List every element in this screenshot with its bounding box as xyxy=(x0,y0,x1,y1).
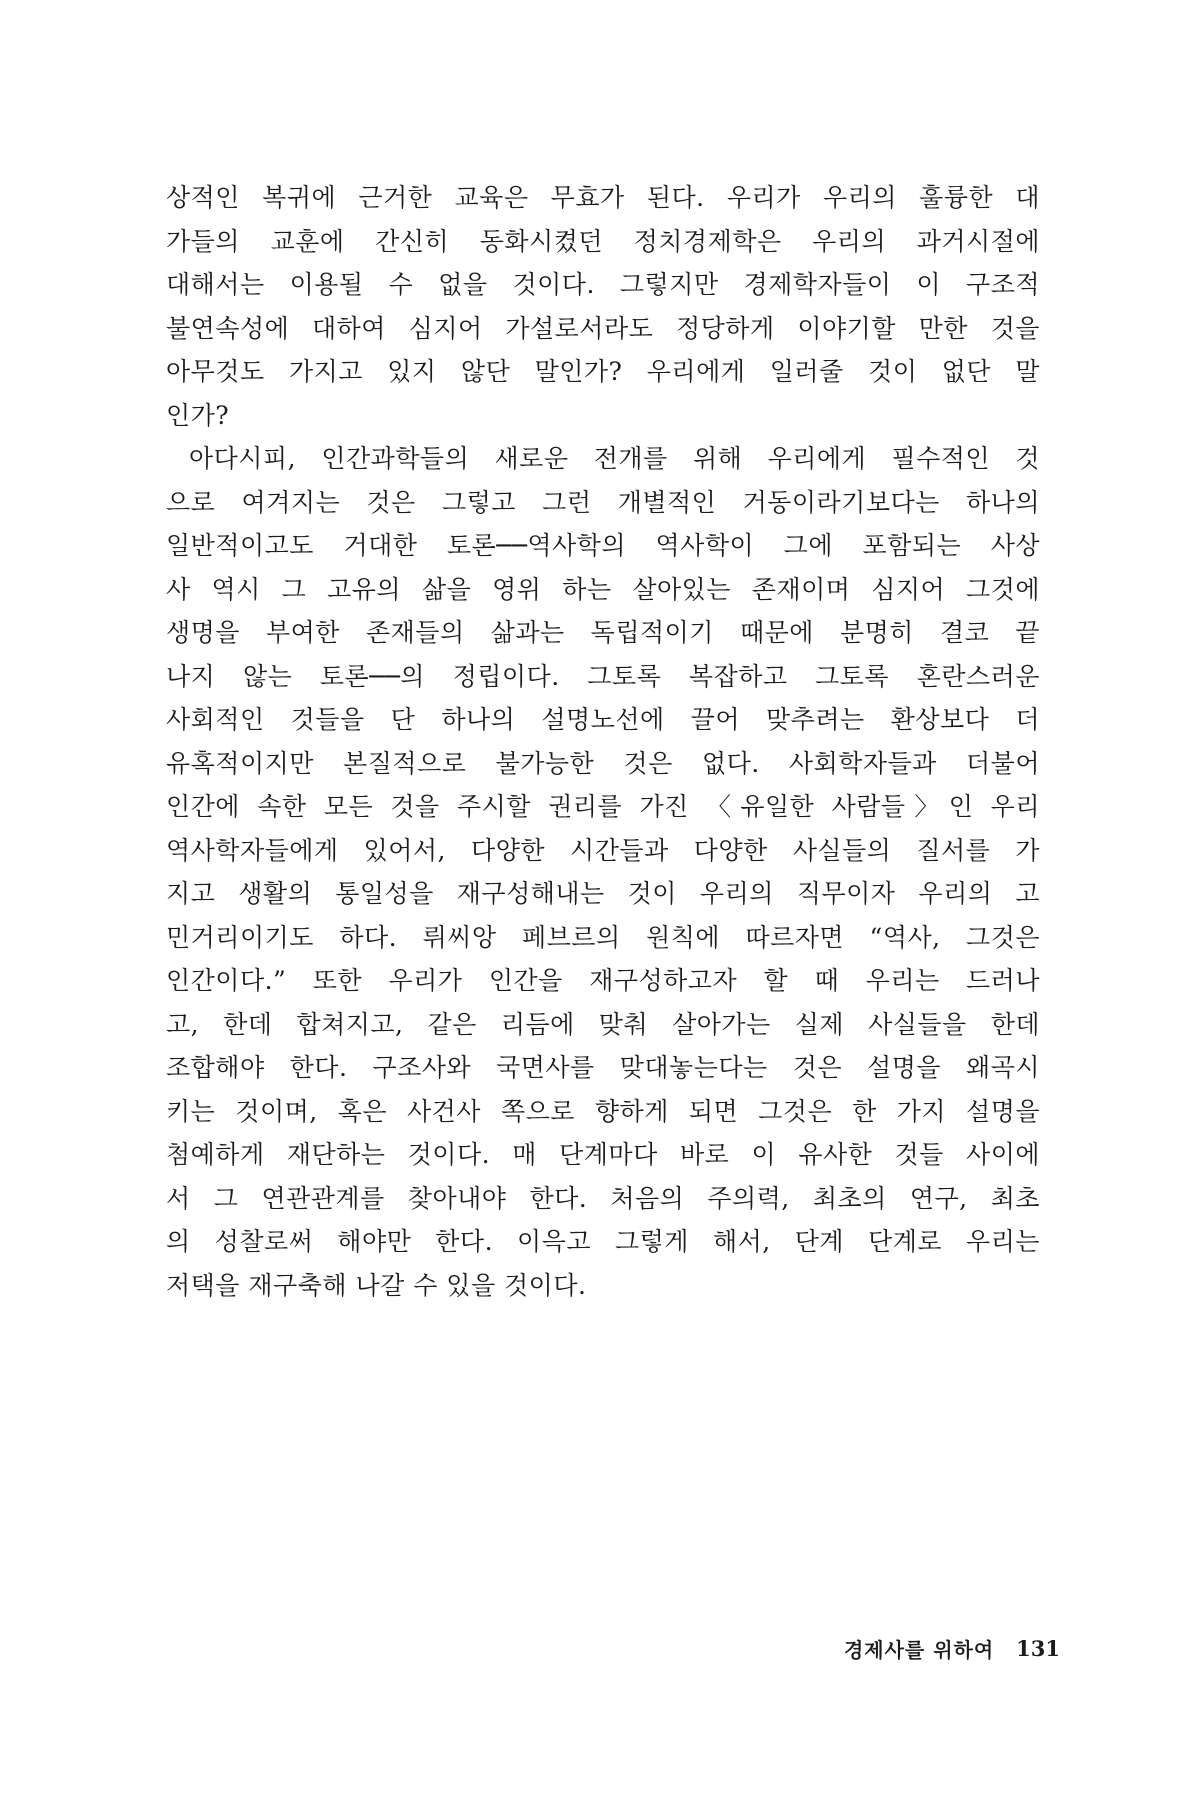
text-line: 가들의 교훈에 간신히 동화시켰던 정치경제학은 우리의 과거시절에 xyxy=(166,226,1040,256)
text-line: 조합해야 한다. 구조사와 국면사를 맞대놓는다는 것은 설명을 왜곡시 xyxy=(166,1053,1040,1082)
text-line: 인가? xyxy=(166,400,230,430)
text-line: 사회적인 것들을 단 하나의 설명노선에 끌어 맞추려는 환상보다 더 xyxy=(166,705,1040,734)
text-line: 서 그 연관관계를 찾아내야 한다. 처음의 주의력, 최초의 연구, 최초 xyxy=(166,1183,1040,1213)
text-line: 저택을 재구축해 나갈 수 있을 것이다. xyxy=(166,1270,587,1300)
text-line: 키는 것이며, 혹은 사건사 쪽으로 향하게 되면 그것은 한 가지 설명을 xyxy=(166,1096,1040,1126)
page-number: 131 xyxy=(1016,1635,1060,1661)
text-line: 첨예하게 재단하는 것이다. 매 단계마다 바로 이 유사한 것들 사이에 xyxy=(166,1140,1040,1169)
text-line: 민거리이기도 하다. 뤼씨앙 페브르의 원칙에 따르자면 “역사, 그것은 xyxy=(166,922,1040,952)
text-line: 역사학자들에게 있어서, 다양한 시간들과 다양한 사실들의 질서를 가 xyxy=(166,835,1040,865)
text-line: 상적인 복귀에 근거한 교육은 무효가 된다. 우리가 우리의 훌륭한 대 xyxy=(166,183,1040,212)
text-line: 생명을 부여한 존재들의 삶과는 독립적이기 때문에 분명히 결코 끝 xyxy=(166,618,1040,647)
running-title: 경제사를 위하여 xyxy=(843,1637,995,1662)
text-line: 인간에 속한 모든 것을 주시할 권리를 가진 〈유일한 사람들〉인 우리 xyxy=(166,792,1040,821)
text-line: 의 성찰로써 해야만 한다. 이윽고 그렇게 해서, 단계 단계로 우리는 xyxy=(166,1227,1040,1256)
text-line: 나지 않는 토론──의 정립이다. 그토록 복잡하고 그토록 혼란스러운 xyxy=(166,661,1040,691)
page-footer xyxy=(760,1628,1060,1668)
text-line: 아다시피, 인간과학들의 새로운 전개를 위해 우리에게 필수적인 것 xyxy=(189,444,1040,473)
text-line: 대해서는 이용될 수 없을 것이다. 그렇지만 경제학자들이 이 구조적 xyxy=(166,270,1040,299)
text-line: 지고 생활의 통일성을 재구성해내는 것이 우리의 직무이자 우리의 고 xyxy=(166,879,1040,908)
text-line: 아무것도 가지고 있지 않단 말인가? 우리에게 일러줄 것이 없단 말 xyxy=(166,357,1040,386)
text-line: 으로 여겨지는 것은 그렇고 그런 개별적인 거동이라기보다는 하나의 xyxy=(166,487,1040,517)
text-line: 사 역시 그 고유의 삶을 영위 하는 살아있는 존재이며 심지어 그것에 xyxy=(166,574,1040,604)
text-line: 고, 한데 합쳐지고, 같은 리듬에 맞춰 살아가는 실제 사실들을 한데 xyxy=(166,1009,1040,1039)
text-line: 인간이다.” 또한 우리가 인간을 재구성하고자 할 때 우리는 드러나 xyxy=(166,966,1040,995)
text-line: 일반적이고도 거대한 토론──역사학의 역사학이 그에 포함되는 사상 xyxy=(166,531,1040,560)
body-text xyxy=(166,176,1040,1307)
text-line: 유혹적이지만 본질적으로 불가능한 것은 없다. 사회학자들과 더불어 xyxy=(166,748,1040,778)
text-line: 불연속성에 대하여 심지어 가설로서라도 정당하게 이야기할 만한 것을 xyxy=(166,313,1040,343)
